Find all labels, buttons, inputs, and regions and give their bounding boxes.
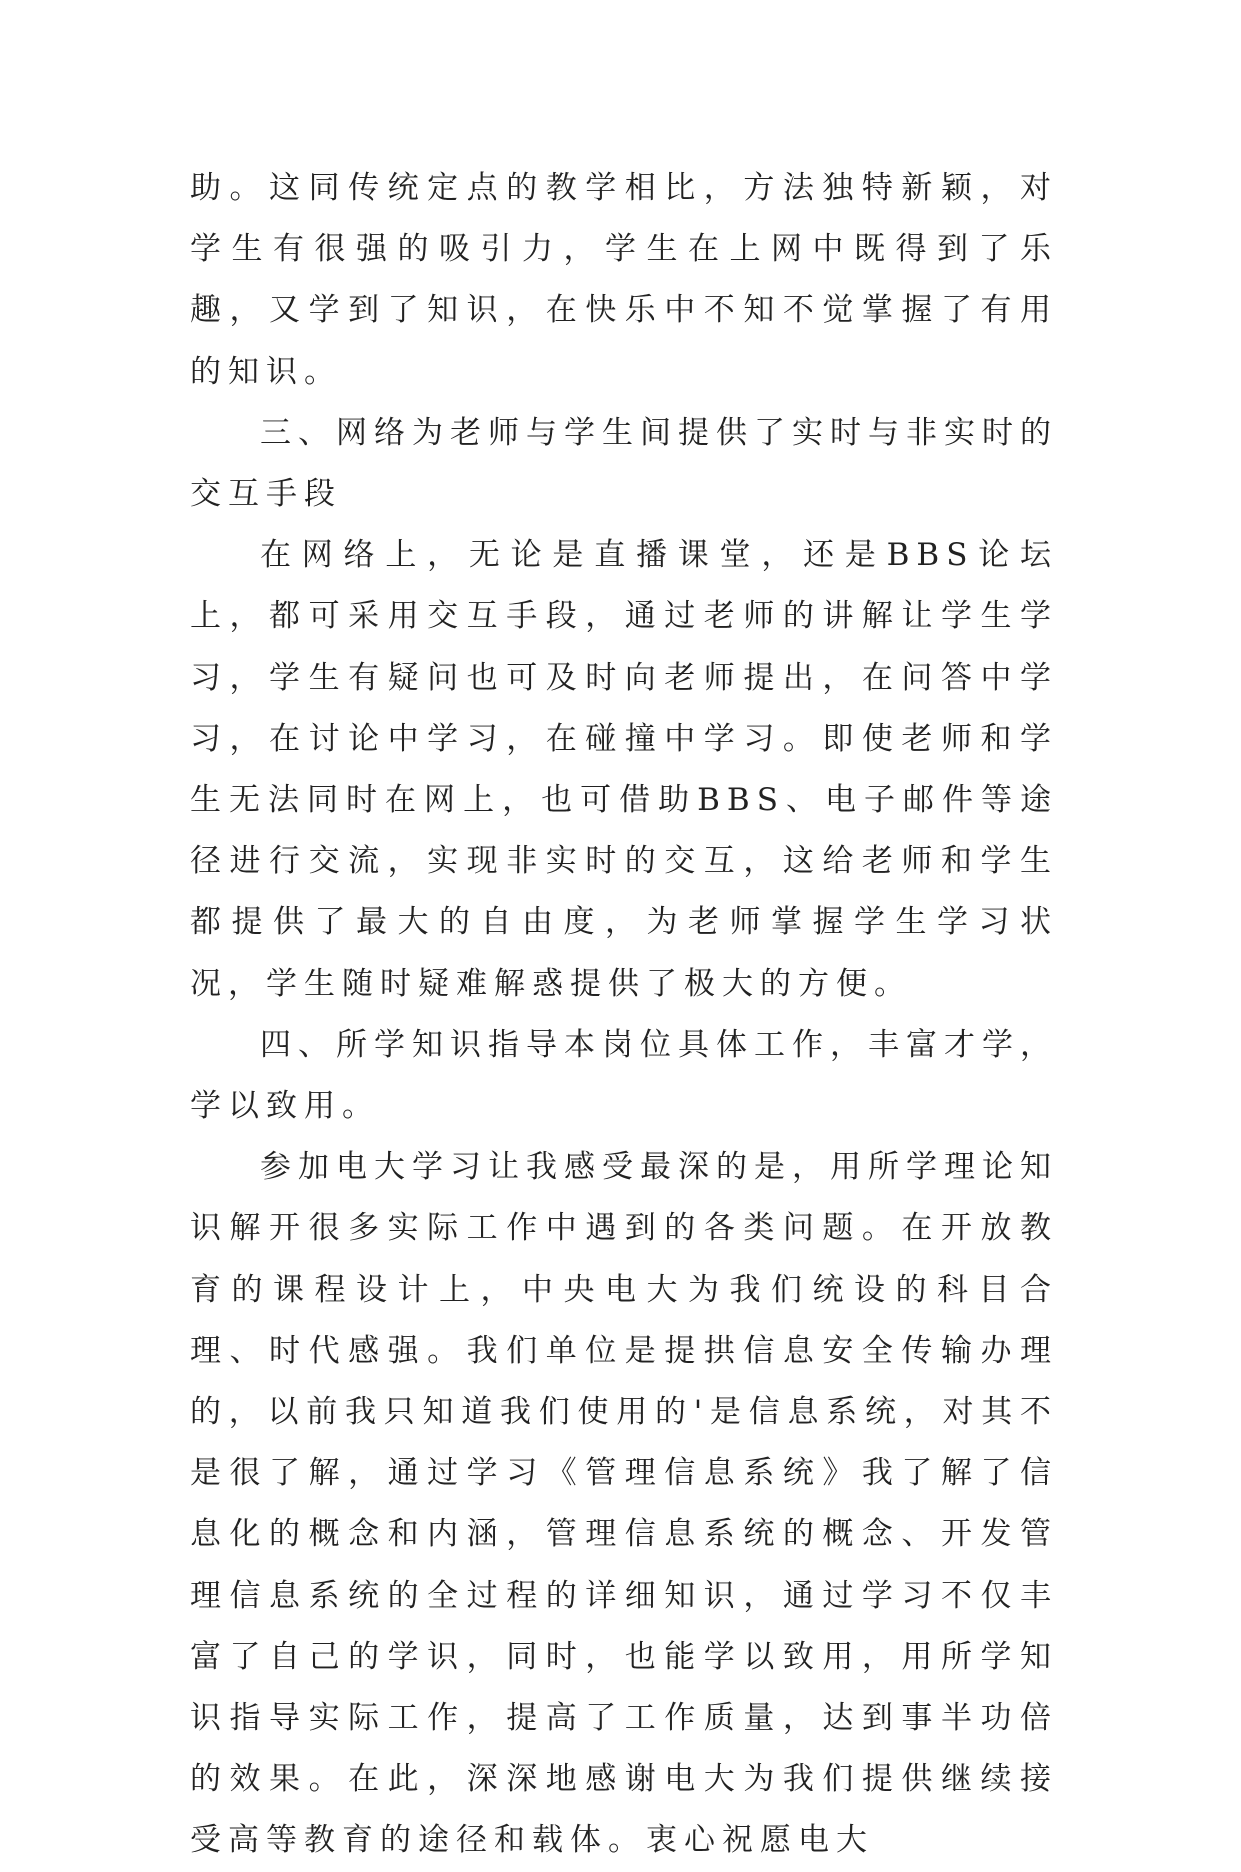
section-heading-4: 四、所学知识指导本岗位具体工作，丰富才学，学以致用。 xyxy=(190,1026,1058,1125)
section-heading-3: 三、网络为老师与学生间提供了实时与非实时的交互手段 xyxy=(190,414,1058,513)
paragraph-1: 助。这同传统定点的教学相比，方法独特新颖，对学生有很强的吸引力，学生在上网中既得到了乐趣，又学到了知识，在快乐中不知不觉掌握了有用的知识。 xyxy=(190,170,1058,390)
paragraph-3: 参加电大学习让我感受最深的是，用所学理论知识解开很多实际工作中遇到的各类问题。在开放教育的课程设计上，中央电大为我们统设的科目合理、时代感强。我们单位是提拱信息安全传输办理的，以前我只知道我们使用的'是信息系统，对其不是很了解，通过学习《管理信息系统》我了解了信息化的概念和内涵，管理信息系统的概念、开发管理信息系统的全过程的详细知识，通过学习不仅丰富了自己的学识，同时，也能学以致用，用所学知识指导实际工作，提高了工作质量，达到事半功倍的效果。在此，深深地感谢电大为我们提供继续接受高等教育的途径和载体。衷心祝愿电大 xyxy=(190,1149,1058,1859)
paragraph-2: 在网络上，无论是直播课堂，还是BBS论坛上，都可采用交互手段，通过老师的讲解让学生学习，学生有疑问也可及时向老师提出，在问答中学习，在讨论中学习，在碰撞中学习。即使老师和学生无法同时在网上，也可借助BBS、电子邮件等途径进行交流，实现非实时的交互，这给老师和学生都提供了最大的自由度，为老师掌握学生学习状况，学生随时疑难解惑提供了极大的方便。 xyxy=(190,537,1058,1002)
document-body xyxy=(190,158,1058,1872)
